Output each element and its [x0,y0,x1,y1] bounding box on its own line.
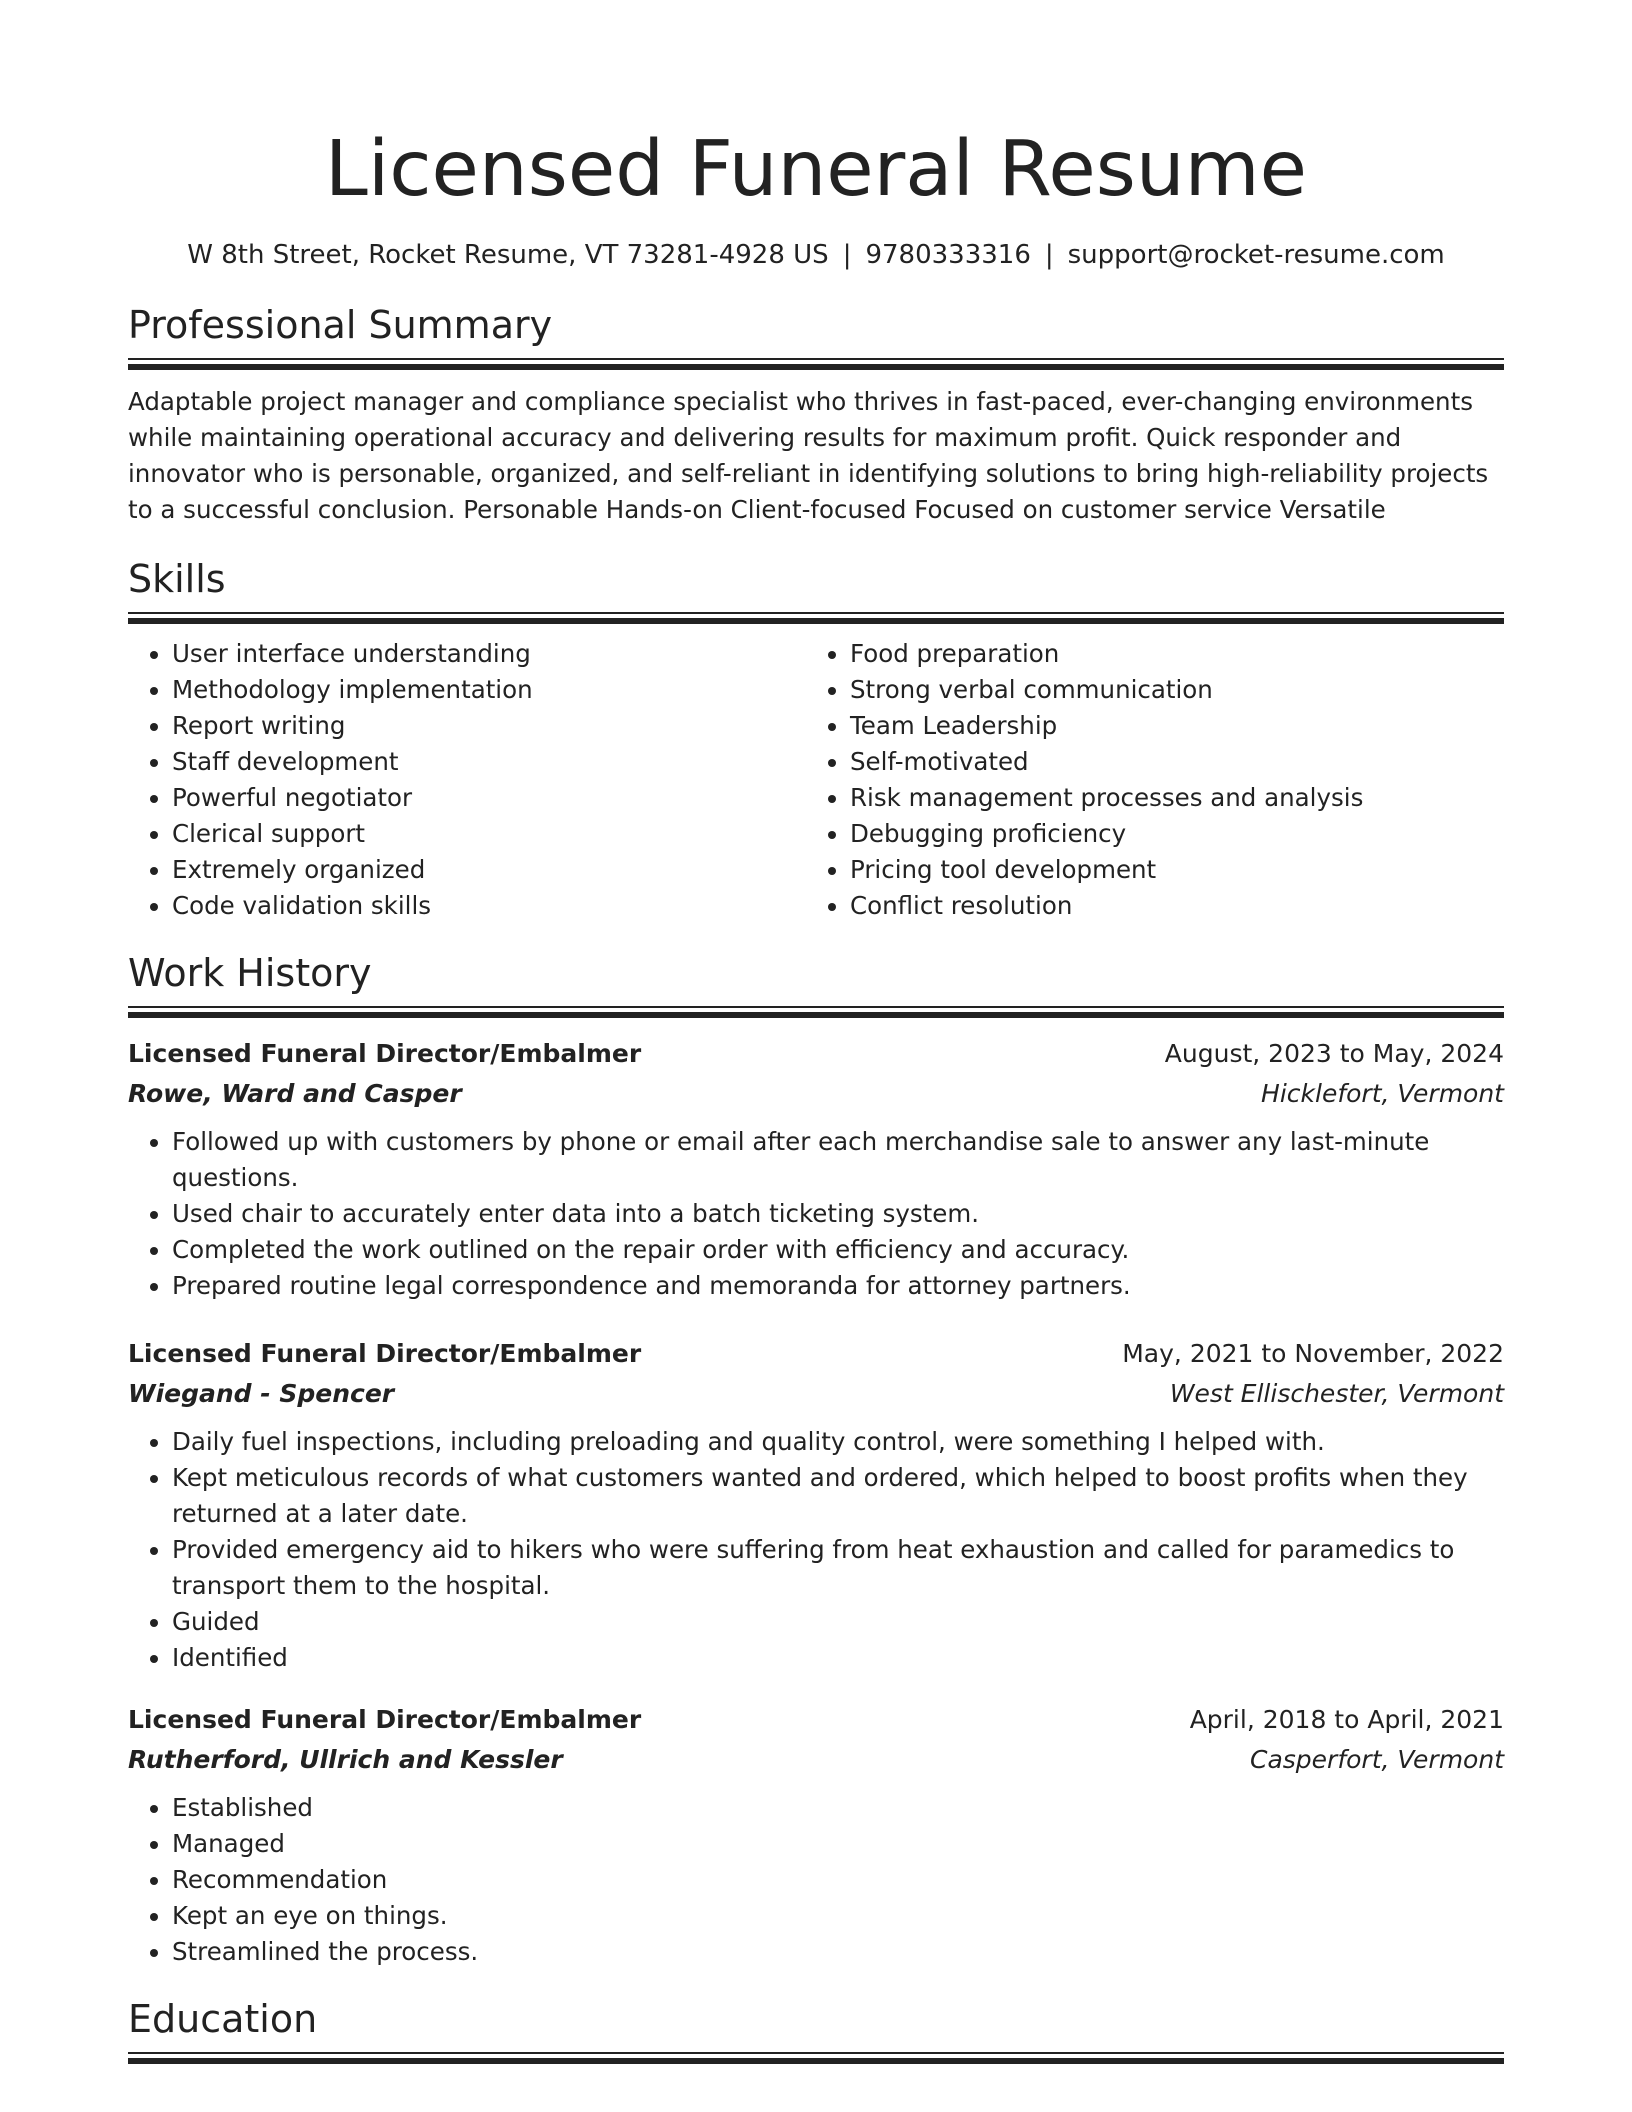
summary-text: Adaptable project manager and compliance specialist who thrives in fast-paced, ever-changing environments while maintaining operational accuracy and delivering results for maximum profit. Quick responder and innovator who is personable, organized, and self-reliant in identifying solutions to bring high-reliability projects to a successful conclusion. Personable Hands-on Client-focused Focused on customer service Versatile [128,387,1489,524]
job-dates: April, 2018 to April, 2021 [1189,1705,1504,1734]
section-heading-skills: Skills [128,557,226,601]
skill-item: • Powerful negotiator [172,780,806,816]
contact-phone: 9780333316 [865,240,1031,270]
skill-item: • Strong verbal communication [850,672,1484,708]
skill-item: • Self-motivated [850,744,1484,780]
skill-item: • Risk management processes and analysis [850,780,1484,816]
job-duties-list [128,1124,1504,1304]
section-divider [128,612,1504,624]
job-duty: • Used chair to accurately enter data into a batch ticketing system. [172,1196,1504,1232]
job-sub-row [128,1074,1504,1114]
contact-address: W 8th Street, Rocket Resume, VT 73281-4928 US [187,240,829,270]
job-duty: • Kept meticulous records of what customers wanted and ordered, which helped to boost profits when they returned at a later date. [172,1460,1504,1532]
skill-item: • Conflict resolution [850,888,1484,924]
job-header-row [128,1034,1504,1074]
job-duty: • Prepared routine legal correspondence and memoranda for attorney partners. [172,1268,1504,1304]
skill-item: • Code validation skills [172,888,806,924]
job-duty: • Streamlined the process. [172,1934,1504,1970]
resume-title: Licensed Funeral Resume [324,125,1308,214]
skills-column-right [806,636,1484,924]
job-company: Wiegand - Spencer [128,1379,395,1408]
skill-item: • Food preparation [850,636,1484,672]
job-duty: • Guided [172,1604,1504,1640]
skill-item: • Clerical support [172,816,806,852]
job-duties-list [128,1790,1504,1970]
contact-separator: | [842,240,852,270]
job-company: Rutherford, Ullrich and Kessler [128,1745,563,1774]
job-header-row [128,1700,1504,1740]
contact-email: support@rocket-resume.com [1067,240,1445,270]
section-heading-summary: Professional Summary [128,303,553,347]
skill-item: • User interface understanding [172,636,806,672]
job-dates: May, 2021 to November, 2022 [1122,1339,1504,1368]
job-duty: • Completed the work outlined on the repair order with efficiency and accuracy. [172,1232,1504,1268]
skills-list-left [128,636,806,924]
job-sub-row [128,1740,1504,1780]
skills-list-right [806,636,1484,924]
work-history-section [128,950,1504,1970]
job-duty: • Daily fuel inspections, including preloading and quality control, were something I helped with. [172,1424,1504,1460]
job-location: West Ellischester, Vermont [1169,1379,1504,1408]
job-sub-row [128,1374,1504,1414]
job-title: Licensed Funeral Director/Embalmer [128,1705,642,1734]
skills-column-left [128,636,806,924]
skill-item: • Debugging proficiency [850,816,1484,852]
skill-item: • Team Leadership [850,708,1484,744]
job-duty: • Established [172,1790,1504,1826]
job-dates: August, 2023 to May, 2024 [1164,1039,1504,1068]
job-title: Licensed Funeral Director/Embalmer [128,1039,642,1068]
skill-item: • Methodology implementation [172,672,806,708]
section-divider [128,2052,1504,2064]
skills-section [128,556,1504,924]
job-company: Rowe, Ward and Casper [128,1079,462,1108]
job-entry [128,1334,1504,1676]
job-entry [128,1034,1504,1304]
job-duty: • Followed up with customers by phone or email after each merchandise sale to answer any last-minute questions. [172,1124,1504,1196]
job-duty: • Kept an eye on things. [172,1898,1504,1934]
section-heading-education: Education [128,1997,318,2041]
job-duty: • Managed [172,1826,1504,1862]
job-header-row [128,1334,1504,1374]
job-duty: • Identified [172,1640,1504,1676]
summary-section [128,302,1504,528]
contact-separator: | [1044,240,1054,270]
job-duty: • Provided emergency aid to hikers who were suffering from heat exhaustion and called for paramedics to transport them to the hospital. [172,1532,1504,1604]
skill-item: • Report writing [172,708,806,744]
section-divider [128,1006,1504,1018]
section-divider [128,358,1504,370]
job-duties-list [128,1424,1504,1676]
contact-line [128,238,1504,272]
section-heading-work-history: Work History [128,951,372,995]
skill-item: • Staff development [172,744,806,780]
skill-item: • Pricing tool development [850,852,1484,888]
skill-item: • Extremely organized [172,852,806,888]
job-title: Licensed Funeral Director/Embalmer [128,1339,642,1368]
job-duty: • Recommendation [172,1862,1504,1898]
job-location: Hicklefort, Vermont [1261,1079,1504,1108]
skills-columns [128,636,1504,924]
job-location: Casperfort, Vermont [1250,1745,1504,1774]
education-section [128,1996,1504,2064]
resume-page [128,0,1504,2064]
job-entry [128,1700,1504,1970]
